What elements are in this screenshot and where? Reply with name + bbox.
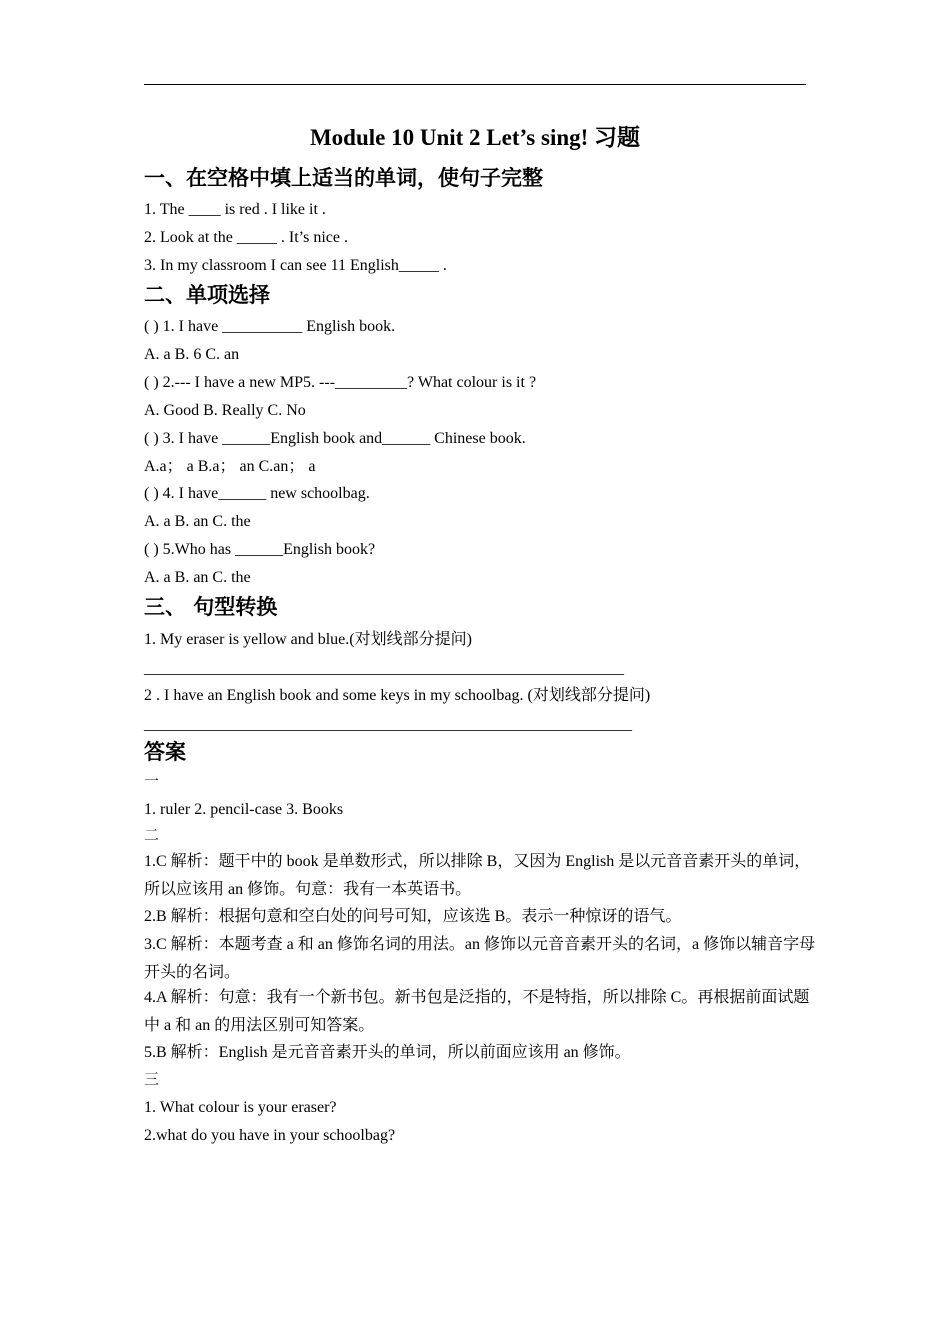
answer-explanation-1: 1.C 解析：题干中的 book 是单数形式，所以排除 B，又因为 English 是以元音音素开头的单词，所以应该用 an 修饰。句意：我有一本英语书。 (144, 853, 811, 898)
header-rule (144, 84, 806, 85)
question-2: ( ) 2.--- I have a new MP5. ---_________? What colour is it ? (144, 374, 537, 391)
answers-part1-label: 一 (144, 774, 160, 790)
section1-item-1: 1. The ____ is red . I like it . (144, 201, 326, 218)
question-3-options: A.a； a B.a； an C.an； a (144, 458, 316, 475)
answers-part3-item-1: 1. What colour is your eraser? (144, 1099, 337, 1116)
question-2-options: A. Good B. Really C. No (144, 402, 306, 419)
answers-part3-label: 三 (144, 1072, 160, 1088)
transform-2: 2 . I have an English book and some keys in my schoolbag. (对划线部分提问) (144, 687, 651, 704)
question-5-options: A. a B. an C. the (144, 569, 251, 586)
question-3: ( ) 3. I have ______English book and______ Chinese book. (144, 430, 526, 447)
answer-blank-1: ____________________________________________________________ (144, 660, 624, 677)
section2-heading: 二、单项选择 (144, 283, 270, 307)
answer-explanation-2: 2.B 解析：根据句意和空白处的问号可知，应该选 B。表示一种惊讶的语气。 (144, 908, 682, 925)
question-1: ( ) 1. I have __________ English book. (144, 318, 396, 335)
answer-blank-2: _____________________________________________________________ (144, 716, 632, 733)
question-1-options: A. a B. 6 C. an (144, 346, 240, 363)
transform-1: 1. My eraser is yellow and blue.(对划线部分提问) (144, 631, 472, 648)
question-4: ( ) 4. I have______ new schoolbag. (144, 485, 370, 502)
answers-part1-text: 1. ruler 2. pencil-case 3. Books (144, 801, 344, 818)
question-5: ( ) 5.Who has ______English book? (144, 541, 376, 558)
page-title: Module 10 Unit 2 Let’s sing! 习题 (309, 125, 641, 150)
answer-explanation-4: 4.A 解析：句意：我有一个新书包。新书包是泛指的，不是特指，所以排除 C。再根据前面试题中 a 和 an 的用法区别可知答案。 (144, 989, 810, 1034)
answer-explanation-3: 3.C 解析：本题考查 a 和 an 修饰名词的用法。an 修饰以元音音素开头的名词，a 修饰以辅音字母开头的名词。 (144, 936, 816, 981)
answers-heading: 答案 (144, 740, 186, 764)
section3-heading: 三、 句型转换 (144, 595, 278, 619)
section1-heading: 一、在空格中填上适当的单词，使句子完整 (144, 166, 543, 190)
question-4-options: A. a B. an C. the (144, 513, 251, 530)
answers-part3-item-2: 2.what do you have in your schoolbag? (144, 1127, 396, 1144)
section1-item-3: 3. In my classroom I can see 11 English_____ . (144, 257, 447, 274)
answer-explanation-5: 5.B 解析：English 是元音音素开头的单词，所以前面应该用 an 修饰。 (144, 1044, 631, 1061)
section1-item-2: 2. Look at the _____ . It’s nice . (144, 229, 348, 246)
answers-part2-label: 二 (144, 828, 160, 844)
